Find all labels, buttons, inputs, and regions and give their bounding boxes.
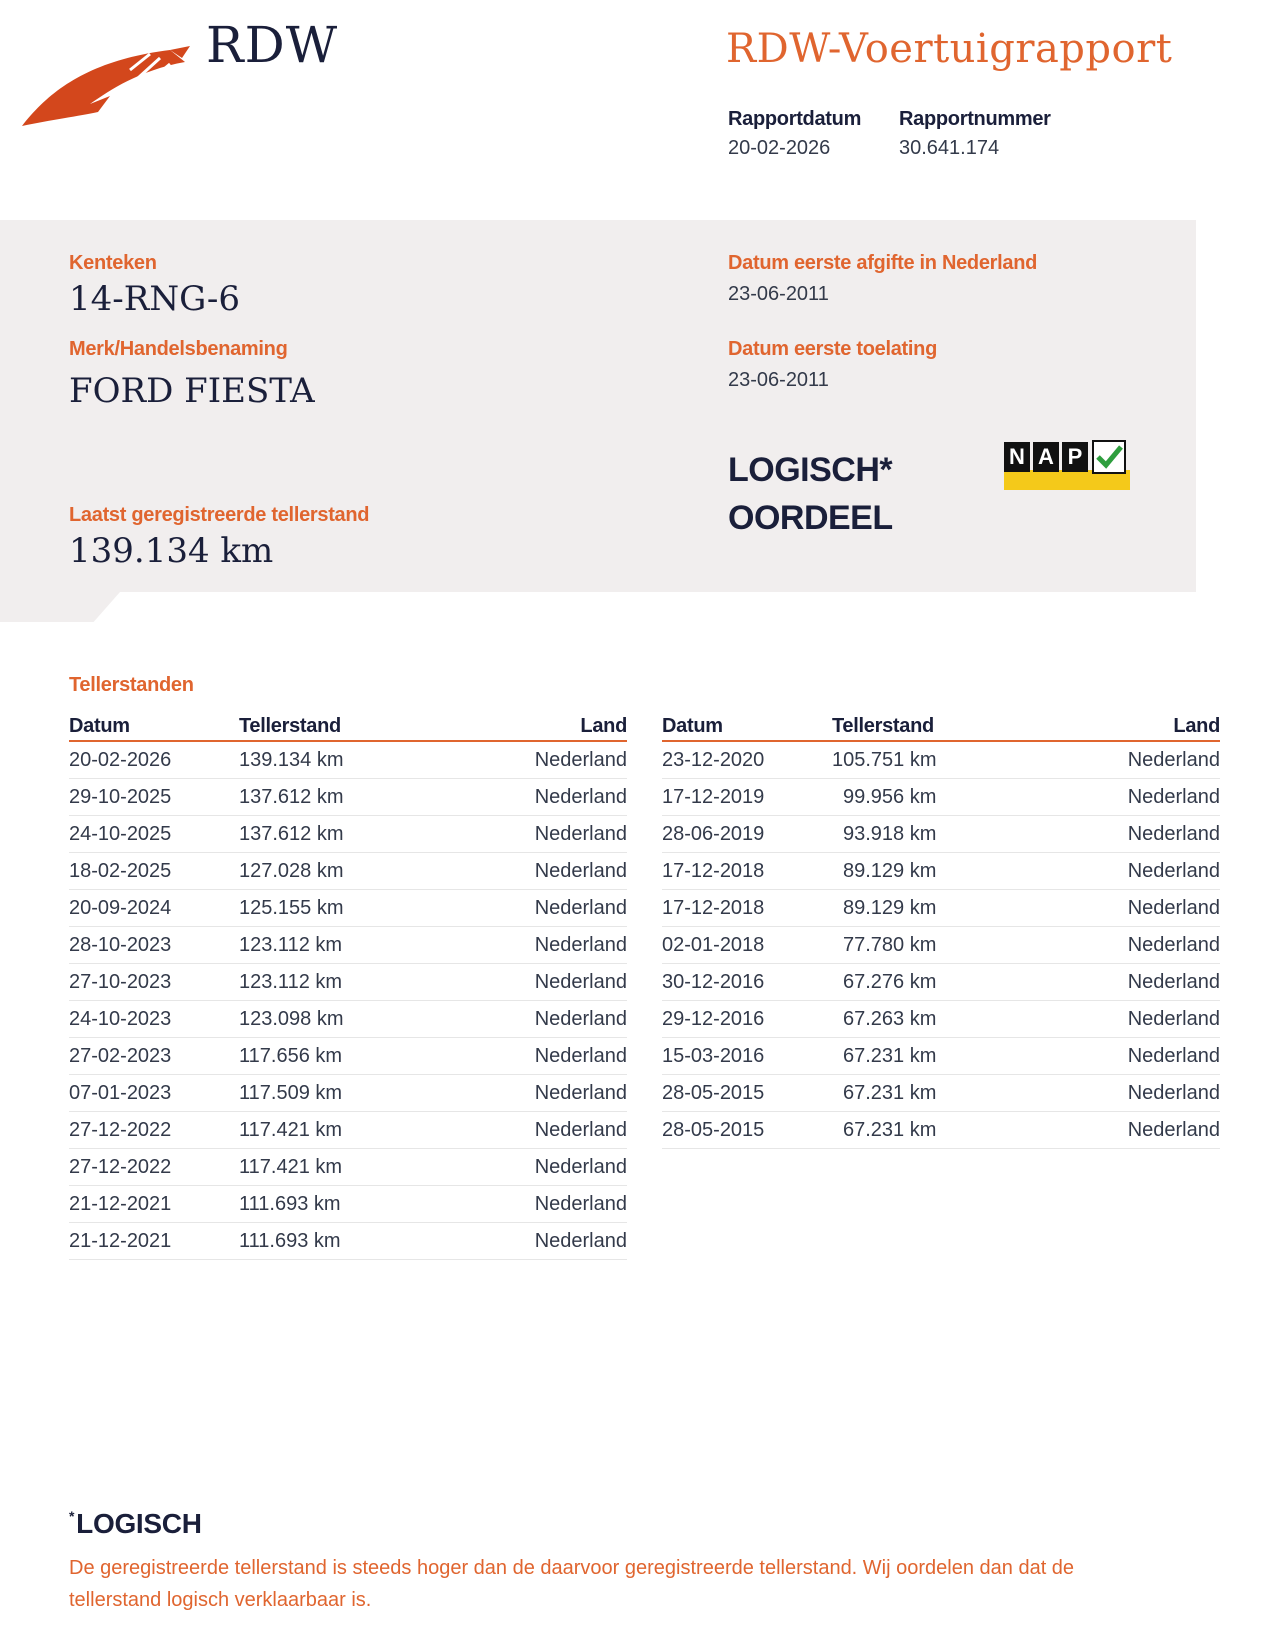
meter-section-title: Tellerstanden [69, 674, 194, 696]
row-date: 20-02-2026 [69, 741, 239, 779]
table-row [662, 853, 1220, 890]
table-row [69, 1038, 627, 1075]
row-date: 28-06-2019 [662, 816, 832, 853]
row-date: 21-12-2021 [69, 1223, 239, 1260]
row-country: Nederland [982, 1001, 1220, 1038]
row-reading: 123.098 km [239, 1001, 389, 1038]
plate-field [69, 252, 240, 319]
row-country: Nederland [982, 853, 1220, 890]
row-date: 27-12-2022 [69, 1112, 239, 1149]
first-issue-field [728, 252, 1037, 306]
row-country: Nederland [982, 964, 1220, 1001]
first-issue-value: 23-06-2011 [728, 283, 829, 305]
table-row [662, 890, 1220, 927]
row-country: Nederland [982, 779, 1220, 816]
row-country: Nederland [389, 964, 627, 1001]
table-row [69, 890, 627, 927]
nap-letter-a: A [1033, 442, 1059, 472]
odometer-label: Laatst geregistreerde tellerstand [69, 504, 370, 526]
meter-table-left [69, 704, 627, 1260]
first-admission-field [728, 338, 937, 392]
row-date: 23-12-2020 [662, 741, 832, 779]
table-row [662, 741, 1220, 779]
checkmark-icon [1092, 440, 1126, 474]
table-row [69, 1112, 627, 1149]
row-country: Nederland [389, 779, 627, 816]
table-row [69, 779, 627, 816]
row-date: 17-12-2019 [662, 779, 832, 816]
row-country: Nederland [982, 741, 1220, 779]
row-country: Nederland [982, 1112, 1220, 1149]
nap-letter-n: N [1004, 442, 1030, 472]
table-row [69, 1001, 627, 1038]
row-country: Nederland [389, 1001, 627, 1038]
first-admission-label: Datum eerste toelating [728, 338, 938, 360]
row-country: Nederland [389, 741, 627, 779]
column-header-date: Datum [662, 704, 832, 741]
row-reading: 111.693 km [239, 1223, 389, 1260]
row-reading: 89.129 km [832, 853, 982, 890]
table-row [69, 1223, 627, 1260]
row-date: 24-10-2025 [69, 816, 239, 853]
make-label: Merk/Handelsbenaming [69, 338, 288, 360]
row-reading: 123.112 km [239, 964, 389, 1001]
row-date: 29-12-2016 [662, 1001, 832, 1038]
row-reading: 137.612 km [239, 816, 389, 853]
table-row [662, 1075, 1220, 1112]
row-date: 21-12-2021 [69, 1186, 239, 1223]
row-date: 17-12-2018 [662, 890, 832, 927]
row-reading: 117.656 km [239, 1038, 389, 1075]
row-date: 28-10-2023 [69, 927, 239, 964]
first-admission-value: 23-06-2011 [728, 369, 829, 391]
table-row [69, 741, 627, 779]
table-row [69, 1149, 627, 1186]
table-row [69, 1075, 627, 1112]
table-row [69, 964, 627, 1001]
footnote-title [69, 1508, 202, 1540]
nap-badge [1004, 440, 1130, 490]
table-row [662, 1001, 1220, 1038]
table-row [662, 927, 1220, 964]
row-reading: 117.421 km [239, 1149, 389, 1186]
column-header-date: Datum [69, 704, 239, 741]
row-date: 02-01-2018 [662, 927, 832, 964]
table-row [662, 816, 1220, 853]
row-date: 07-01-2023 [69, 1075, 239, 1112]
verdict [728, 446, 893, 542]
table-row [662, 1112, 1220, 1149]
report-date-value: 20-02-2026 [728, 137, 831, 159]
row-reading: 105.751 km [832, 741, 982, 779]
panel-corner [0, 592, 120, 622]
table-row [69, 927, 627, 964]
row-date: 28-05-2015 [662, 1112, 832, 1149]
row-country: Nederland [982, 890, 1220, 927]
row-country: Nederland [389, 816, 627, 853]
footnote-text: De geregistreerde tellerstand is steeds hoger dan de daarvoor geregistreerde tellerstand. Wij oordelen dan dat de tellerstand logisch verklaarbaar is. [69, 1557, 1075, 1611]
column-header-country: Land [389, 704, 627, 741]
row-reading: 99.956 km [832, 779, 982, 816]
report-date [728, 108, 861, 160]
row-date: 27-12-2022 [69, 1149, 239, 1186]
report-number [899, 108, 1051, 160]
row-country: Nederland [389, 1223, 627, 1260]
footnote-title-text: LOGISCH [76, 1508, 202, 1539]
row-reading: 67.231 km [832, 1075, 982, 1112]
row-country: Nederland [389, 1186, 627, 1223]
row-reading: 111.693 km [239, 1186, 389, 1223]
row-reading: 93.918 km [832, 816, 982, 853]
column-header-reading: Tellerstand [239, 704, 389, 741]
row-reading: 139.134 km [239, 741, 389, 779]
row-reading: 117.421 km [239, 1112, 389, 1149]
row-date: 18-02-2025 [69, 853, 239, 890]
row-date: 15-03-2016 [662, 1038, 832, 1075]
row-reading: 67.231 km [832, 1038, 982, 1075]
make-value: FORD FIESTA [69, 371, 315, 411]
first-issue-label: Datum eerste afgifte in Nederland [728, 252, 1038, 274]
column-header-country: Land [982, 704, 1220, 741]
odometer-value: 139.134 km [69, 531, 274, 571]
row-date: 30-12-2016 [662, 964, 832, 1001]
row-country: Nederland [982, 816, 1220, 853]
footnote-star: * [69, 1508, 75, 1524]
row-country: Nederland [389, 853, 627, 890]
table-row [69, 853, 627, 890]
report-number-value: 30.641.174 [899, 137, 1000, 159]
nap-letter-p: P [1062, 442, 1088, 472]
row-date: 24-10-2023 [69, 1001, 239, 1038]
column-header-reading: Tellerstand [832, 704, 982, 741]
table-row [69, 1186, 627, 1223]
row-date: 17-12-2018 [662, 853, 832, 890]
row-reading: 67.263 km [832, 1001, 982, 1038]
row-reading: 67.231 km [832, 1112, 982, 1149]
report-date-label: Rapportdatum [728, 108, 862, 130]
row-date: 29-10-2025 [69, 779, 239, 816]
page-title: RDW-Voertuigrapport [726, 26, 1173, 72]
table-row [69, 816, 627, 853]
table-row [662, 779, 1220, 816]
rdw-logo-icon [20, 40, 190, 130]
row-country: Nederland [982, 1075, 1220, 1112]
row-reading: 77.780 km [832, 927, 982, 964]
row-reading: 127.028 km [239, 853, 389, 890]
row-country: Nederland [389, 890, 627, 927]
verdict-line-1: LOGISCH* [728, 451, 893, 489]
row-date: 27-02-2023 [69, 1038, 239, 1075]
row-date: 28-05-2015 [662, 1075, 832, 1112]
table-row [662, 1038, 1220, 1075]
row-country: Nederland [389, 1149, 627, 1186]
row-reading: 137.612 km [239, 779, 389, 816]
odometer-field [69, 504, 369, 571]
meter-table-right [662, 704, 1220, 1149]
row-reading: 125.155 km [239, 890, 389, 927]
table-row [662, 964, 1220, 1001]
row-reading: 67.276 km [832, 964, 982, 1001]
row-country: Nederland [982, 927, 1220, 964]
row-reading: 117.509 km [239, 1075, 389, 1112]
make-field [69, 338, 315, 411]
row-country: Nederland [389, 1038, 627, 1075]
row-reading: 89.129 km [832, 890, 982, 927]
row-date: 20-09-2024 [69, 890, 239, 927]
row-country: Nederland [389, 1112, 627, 1149]
row-country: Nederland [389, 1075, 627, 1112]
row-reading: 123.112 km [239, 927, 389, 964]
plate-label: Kenteken [69, 252, 157, 274]
report-number-label: Rapportnummer [899, 108, 1051, 130]
plate-value: 14-RNG-6 [69, 279, 241, 319]
row-country: Nederland [389, 927, 627, 964]
brand-name: RDW [206, 16, 339, 74]
row-date: 27-10-2023 [69, 964, 239, 1001]
verdict-line-2: OORDEEL [728, 499, 893, 537]
row-country: Nederland [982, 1038, 1220, 1075]
